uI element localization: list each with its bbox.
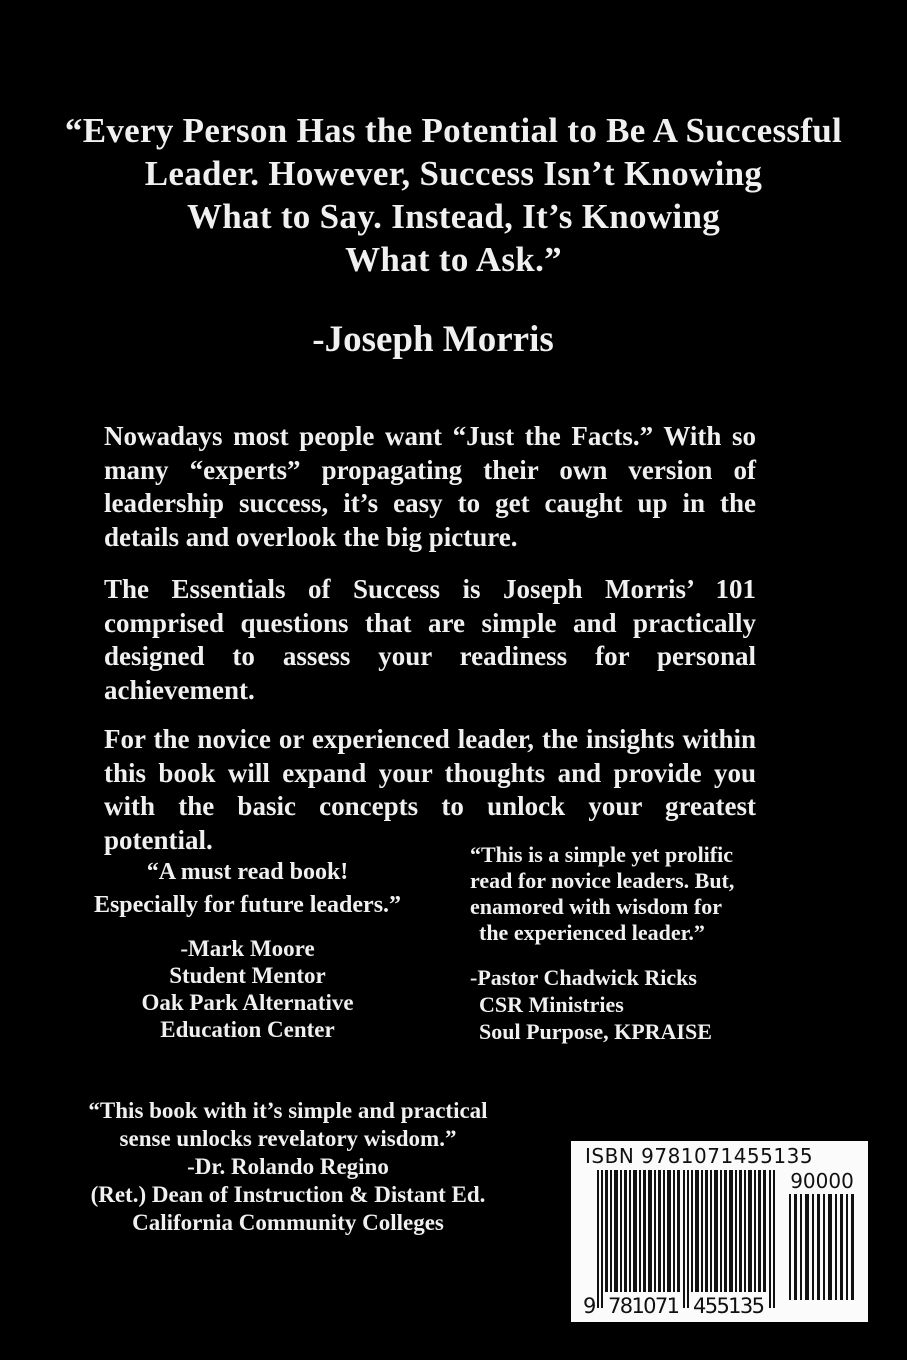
testimonial-left	[85, 856, 410, 1043]
headline-quote-line: “Every Person Has the Potential to Be A Successful	[64, 111, 843, 150]
testimonial-attribution-line: Oak Park Alternative	[141, 990, 354, 1015]
testimonial-attribution-line: California Community Colleges	[132, 1210, 444, 1235]
testimonial-attribution-line: Soul Purpose, KPRAISE	[479, 1019, 712, 1044]
synopsis-paragraph: Nowadays most people want “Just the Facts.” With so many “experts” propagating their own version of leadership success, it’s easy to get caught up in the details and overlook the big picture.	[104, 421, 756, 552]
supplement-barcode-graphic	[789, 1194, 855, 1300]
testimonial-quote-line: read for novice leaders. But,	[470, 868, 735, 893]
testimonial-right	[470, 842, 775, 1045]
barcode-digit-left: 9	[583, 1294, 597, 1317]
barcode-digit-group-1: 781071	[608, 1294, 680, 1317]
testimonial-quote-line: “A must read book!	[146, 859, 349, 885]
testimonial-attribution-line: -Mark Moore	[180, 936, 315, 961]
testimonial-attribution-line: -Pastor Chadwick Ricks	[470, 965, 697, 990]
headline-quote-line: What to Say. Instead, It’s Knowing	[186, 197, 721, 236]
synopsis-paragraph: The Essentials of Success is Joseph Morris’ 101 comprised questions that are simple and practically designed to assess your readiness for personal achievement.	[104, 574, 756, 705]
author-attribution: -Joseph Morris	[312, 319, 554, 360]
testimonial-attribution-line: (Ret.) Dean of Instruction & Distant Ed.	[90, 1182, 486, 1207]
headline-quote-line: What to Ask.”	[345, 240, 562, 279]
ean13-barcode-graphic	[583, 1170, 777, 1317]
isbn-label: ISBN 9781071455135	[585, 1144, 814, 1168]
testimonial-attribution-line: Education Center	[160, 1017, 335, 1042]
barcode-digit-group-2: 455135	[693, 1294, 765, 1317]
testimonial-bottom	[62, 1097, 514, 1237]
testimonial-quote-line: the experienced leader.”	[479, 920, 705, 945]
headline-quote	[0, 109, 907, 281]
testimonial-quote-line: Especially for future leaders.”	[93, 892, 402, 918]
headline-quote-line: Leader. However, Success Isn’t Knowing	[144, 154, 763, 193]
testimonial-quote-line: sense unlocks revelatory wisdom.”	[119, 1126, 457, 1151]
synopsis-paragraph: For the novice or experienced leader, the insights within this book will expand your thoughts and provide you with the basic concepts to unlock your greatest potential.	[104, 724, 756, 855]
price-code-label: 90000	[790, 1169, 854, 1193]
testimonial-attribution-line: Student Mentor	[169, 963, 326, 988]
testimonial-quote-line: “This is a simple yet prolific	[470, 842, 733, 867]
testimonial-quote-line: enamored with wisdom for	[470, 894, 722, 919]
testimonial-quote-line: “This book with it’s simple and practical	[88, 1098, 488, 1123]
barcode-panel	[571, 1141, 868, 1322]
testimonial-attribution-line: -Dr. Rolando Regino	[187, 1154, 389, 1179]
testimonial-attribution-line: CSR Ministries	[479, 992, 624, 1017]
